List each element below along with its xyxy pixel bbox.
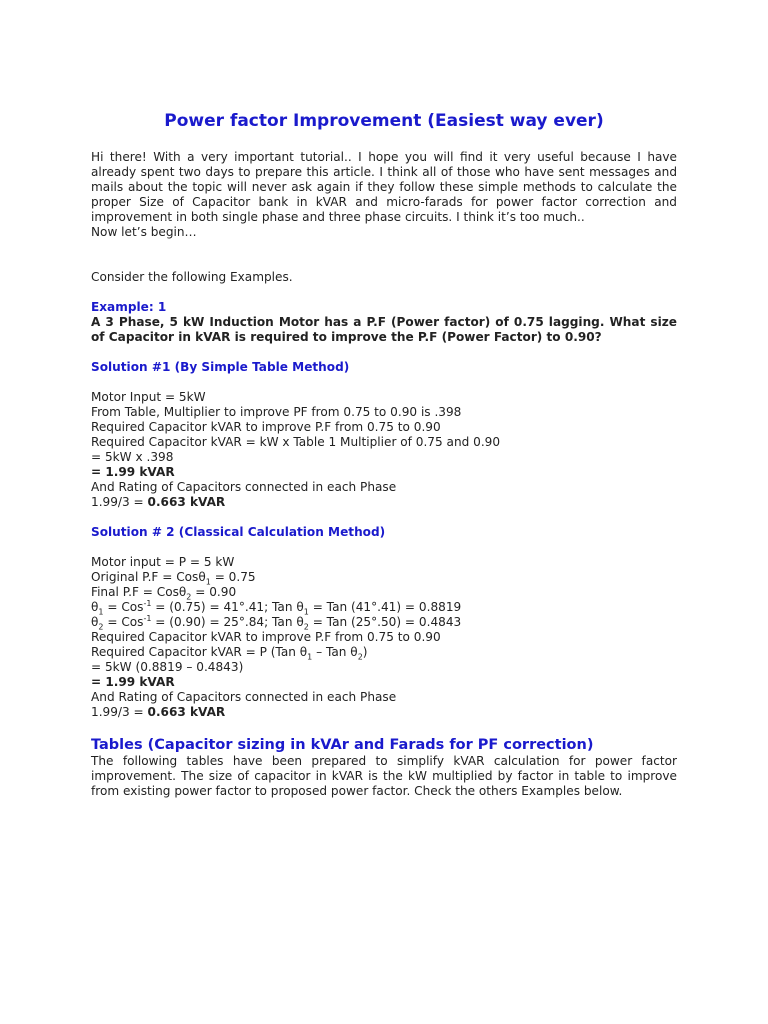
text: θ: [91, 600, 99, 614]
text: = Cos: [103, 615, 144, 629]
solution1-line: Required Capacitor kVAR to improve P.F from 0.75 to 0.90: [91, 420, 441, 434]
intro-paragraph: Hi there! With a very important tutorial.. I hope you will find it very useful because I have already spent two days to prepare this article. I think all of those who have sent messages and mails about the topic will never ask again if they follow these simple methods to calculate the proper Size of Capacitor bank in kVAR and micro-farads for power factor correction and improvement in both single phase and three phase circuits. I think it’s too much..: [91, 150, 677, 224]
solution-2: [91, 525, 677, 720]
solution2-rating: And Rating of Capacitors connected in each Phase: [91, 690, 397, 704]
solution2-heading: Solution # 2 (Classical Calculation Method): [91, 525, 386, 539]
solution1-line: = 5kW x .398: [91, 450, 174, 464]
per-phase-value: 0.663 kVAR: [147, 495, 226, 509]
intro-begin: Now let’s begin…: [91, 225, 197, 239]
solution2-per-phase: [91, 705, 677, 720]
tables-paragraph: The following tables have been prepared to simplify kVAR calculation for power factor improvement. The size of capacitor in kVAR is the kW multiplied by factor in table to improve from existing power factor to proposed power factor. Check the others Examples below.: [91, 754, 677, 798]
text: = Tan (25°.50) = 0.4843: [308, 615, 462, 629]
spacer: [91, 540, 677, 555]
text: = 0.75: [210, 570, 256, 584]
text: Original P.F = Cosθ: [91, 570, 206, 584]
solution2-line: Required Capacitor kVAR to improve P.F from 0.75 to 0.90: [91, 630, 441, 644]
text: = 0.90: [191, 585, 237, 599]
solution1-per-phase: [91, 495, 677, 510]
per-phase-prefix: 1.99/3 =: [91, 495, 148, 509]
solution2-line: [91, 645, 677, 660]
solution2-line: [91, 585, 677, 600]
solution2-line: Motor input = P = 5 kW: [91, 555, 235, 569]
solution1-line: From Table, Multiplier to improve PF from 0.75 to 0.90 is .398: [91, 405, 462, 419]
example-label: Example: 1: [91, 300, 167, 314]
subscript: 1: [98, 607, 104, 617]
text: ): [362, 645, 368, 659]
subscript: 2: [186, 592, 192, 602]
page-title: Power factor Improvement (Easiest way ever): [164, 111, 604, 131]
consider-text: Consider the following Examples.: [91, 270, 293, 284]
solution2-line: [91, 570, 677, 585]
solution2-result: = 1.99 kVAR: [91, 675, 175, 689]
text: = Cos: [103, 600, 144, 614]
text: Final P.F = Cosθ: [91, 585, 187, 599]
per-phase-value: 0.663 kVAR: [147, 705, 226, 719]
solution2-line: [91, 615, 677, 630]
text: θ: [91, 615, 99, 629]
example-question: A 3 Phase, 5 kW Induction Motor has a P.F (Power factor) of 0.75 lagging. What size of Capacitor in kVAR is required to improve the P.F (Power Factor) to 0.90?: [91, 315, 677, 344]
example-1: [91, 300, 677, 345]
per-phase-prefix: 1.99/3 =: [91, 705, 148, 719]
solution1-rating: And Rating of Capacitors connected in each Phase: [91, 480, 397, 494]
text: = (0.90) = 25°.84; Tan θ: [151, 615, 304, 629]
subscript: 2: [357, 652, 363, 662]
solution1-heading: Solution #1 (By Simple Table Method): [91, 360, 350, 374]
subscript: 2: [98, 622, 104, 632]
solution-1: [91, 360, 677, 510]
spacer: [91, 375, 677, 390]
solution1-result: = 1.99 kVAR: [91, 465, 175, 479]
text: = Tan (41°.41) = 0.8819: [308, 600, 462, 614]
solution1-line: Motor Input = 5kW: [91, 390, 206, 404]
subscript: 1: [303, 607, 309, 617]
subscript: 1: [307, 652, 313, 662]
text: = (0.75) = 41°.41; Tan θ: [151, 600, 304, 614]
tables-heading: Tables (Capacitor sizing in kVAr and Farads for PF correction): [91, 737, 594, 753]
text: – Tan θ: [312, 645, 358, 659]
solution1-line: Required Capacitor kVAR = kW x Table 1 Multiplier of 0.75 and 0.90: [91, 435, 501, 449]
solution2-line: [91, 600, 677, 615]
superscript: -1: [143, 613, 152, 623]
intro-section: [91, 150, 677, 240]
solution2-line: = 5kW (0.8819 – 0.4843): [91, 660, 244, 674]
subscript: 2: [303, 622, 309, 632]
superscript: -1: [143, 598, 152, 608]
text: Required Capacitor kVAR = P (Tan θ: [91, 645, 308, 659]
subscript: 1: [205, 577, 211, 587]
